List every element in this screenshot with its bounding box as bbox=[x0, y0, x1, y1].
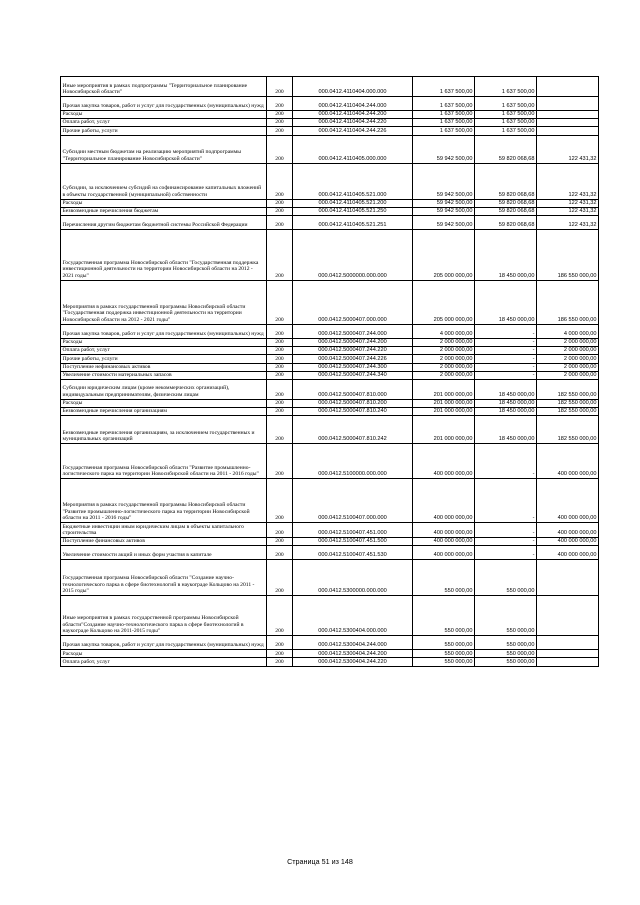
row-executed: 59 820 068,68 bbox=[475, 207, 537, 215]
table-row bbox=[61, 215, 599, 229]
row-executed: - bbox=[475, 338, 537, 346]
row-classification: 000.0412.5100407.000.000 bbox=[293, 479, 413, 523]
row-classification: 000.0412.5000407.244.000 bbox=[293, 324, 413, 338]
row-label: Поступление финансовых активов bbox=[61, 538, 267, 546]
row-code: 200 bbox=[267, 119, 293, 127]
row-classification: 000.0412.5100407.451.500 bbox=[293, 538, 413, 546]
table-row bbox=[61, 560, 599, 596]
table-row bbox=[61, 596, 599, 636]
row-planned: 205 000 000,00 bbox=[413, 229, 475, 280]
table-row bbox=[61, 408, 599, 416]
row-label: Государственная программа Новосибирской области "Создание научно-технологического парка в сфере биотехнологий в наукограде Кольцово на 2011 - 2015 годы" bbox=[61, 560, 267, 596]
table-row bbox=[61, 399, 599, 407]
row-code: 200 bbox=[267, 658, 293, 666]
row-planned: 1 637 500,00 bbox=[413, 127, 475, 135]
row-remaining: 182 550 000,00 bbox=[537, 399, 599, 407]
row-code: 200 bbox=[267, 479, 293, 523]
row-code: 200 bbox=[267, 324, 293, 338]
table-row bbox=[61, 199, 599, 207]
row-executed: - bbox=[475, 546, 537, 560]
table-row bbox=[61, 355, 599, 363]
row-label: Оплата работ, услуг bbox=[61, 658, 267, 666]
row-label: Мероприятия в рамках государственной программы Новосибирской области "Развитие промышленно-логистического парка на территории Новосибирской области на 2011 - 2016 годы" bbox=[61, 479, 267, 523]
row-planned: 2 000 000,00 bbox=[413, 371, 475, 379]
row-label: Безвозмездные перечисления организациям bbox=[61, 408, 267, 416]
row-code: 200 bbox=[267, 199, 293, 207]
table-row bbox=[61, 119, 599, 127]
row-executed: 18 450 000,00 bbox=[475, 379, 537, 399]
row-executed: - bbox=[475, 479, 537, 523]
row-planned: 2 000 000,00 bbox=[413, 363, 475, 371]
table-row bbox=[61, 207, 599, 215]
row-planned: 2 000 000,00 bbox=[413, 355, 475, 363]
row-code: 200 bbox=[267, 523, 293, 538]
row-code: 200 bbox=[267, 207, 293, 215]
table-row bbox=[61, 127, 599, 135]
row-label: Прочие работы, услуги bbox=[61, 127, 267, 135]
row-classification: 000.0412.5000407.810.200 bbox=[293, 399, 413, 407]
row-planned: 205 000 000,00 bbox=[413, 280, 475, 324]
row-code: 200 bbox=[267, 215, 293, 229]
row-label: Иные мероприятия в рамках государственной программы Новосибирской области"Создание научно-технологического парка в сфере биотехнологий в наукограде Кольцово на 2011-2015 годы" bbox=[61, 596, 267, 636]
row-label: Мероприятия в рамках государственной программы Новосибирской области "Государственная поддержка инвестиционной деятельности на территории Новосибирской области на 2012 - 2021 годы" bbox=[61, 280, 267, 324]
row-classification: 000.0412.5000000.000.000 bbox=[293, 229, 413, 280]
row-classification: 000.0412.5000407.244.200 bbox=[293, 338, 413, 346]
row-executed: 18 450 000,00 bbox=[475, 229, 537, 280]
row-code: 200 bbox=[267, 408, 293, 416]
row-remaining: 122 431,32 bbox=[537, 135, 599, 163]
row-classification: 000.0412.4110405.521.000 bbox=[293, 163, 413, 199]
row-label: Прочая закупка товаров, работ и услуг для государственных (муниципальных) нужд bbox=[61, 324, 267, 338]
row-planned: 400 000 000,00 bbox=[413, 444, 475, 479]
table-row bbox=[61, 479, 599, 523]
table-row bbox=[61, 163, 599, 199]
table-row bbox=[61, 363, 599, 371]
row-remaining: 182 550 000,00 bbox=[537, 379, 599, 399]
row-planned: 550 000,00 bbox=[413, 596, 475, 636]
row-code: 200 bbox=[267, 280, 293, 324]
row-label: Иные мероприятия в рамках подпрограммы "Территориальное планирование Новосибирской области" bbox=[61, 77, 267, 97]
row-classification: 000.0412.5000407.000.000 bbox=[293, 280, 413, 324]
row-classification: 000.0412.4110404.244.220 bbox=[293, 119, 413, 127]
table-row bbox=[61, 538, 599, 546]
row-remaining bbox=[537, 97, 599, 111]
table-row bbox=[61, 111, 599, 119]
row-executed: 59 820 068,68 bbox=[475, 135, 537, 163]
row-remaining bbox=[537, 596, 599, 636]
row-executed: 18 450 000,00 bbox=[475, 408, 537, 416]
table-row bbox=[61, 97, 599, 111]
row-code: 200 bbox=[267, 560, 293, 596]
table-row bbox=[61, 77, 599, 97]
table-row bbox=[61, 416, 599, 444]
row-code: 200 bbox=[267, 636, 293, 650]
row-executed: - bbox=[475, 355, 537, 363]
row-label: Безвозмездные перечисления бюджетам bbox=[61, 207, 267, 215]
row-planned: 2 000 000,00 bbox=[413, 347, 475, 355]
row-remaining bbox=[537, 119, 599, 127]
row-executed: 59 820 068,68 bbox=[475, 215, 537, 229]
row-classification: 000.0412.5000407.244.300 bbox=[293, 363, 413, 371]
table-row bbox=[61, 523, 599, 538]
row-classification: 000.0412.4110405.521.251 bbox=[293, 215, 413, 229]
row-executed: - bbox=[475, 324, 537, 338]
row-executed: - bbox=[475, 347, 537, 355]
table-row bbox=[61, 444, 599, 479]
row-planned: 59 942 500,00 bbox=[413, 199, 475, 207]
row-remaining: 400 000 000,00 bbox=[537, 546, 599, 560]
table-row bbox=[61, 379, 599, 399]
row-remaining: 400 000 000,00 bbox=[537, 523, 599, 538]
table-row bbox=[61, 347, 599, 355]
table-row bbox=[61, 229, 599, 280]
row-classification: 000.0412.4110404.244.226 bbox=[293, 127, 413, 135]
row-planned: 59 942 500,00 bbox=[413, 135, 475, 163]
row-remaining: 400 000 000,00 bbox=[537, 538, 599, 546]
row-code: 200 bbox=[267, 538, 293, 546]
row-code: 200 bbox=[267, 77, 293, 97]
row-label: Увеличение стоимости материальных запасов bbox=[61, 371, 267, 379]
row-executed: 1 637 500,00 bbox=[475, 119, 537, 127]
row-planned: 2 000 000,00 bbox=[413, 338, 475, 346]
row-planned: 400 000 000,00 bbox=[413, 546, 475, 560]
row-label: Субсидии, за исключением субсидий на софинансирование капитальных вложений в объекты государственной (муниципальной) собственности bbox=[61, 163, 267, 199]
row-code: 200 bbox=[267, 127, 293, 135]
row-remaining: 2 000 000,00 bbox=[537, 338, 599, 346]
row-code: 200 bbox=[267, 135, 293, 163]
row-remaining: 122 431,32 bbox=[537, 215, 599, 229]
row-executed: 18 450 000,00 bbox=[475, 416, 537, 444]
row-label: Прочие работы, услуги bbox=[61, 355, 267, 363]
row-code: 200 bbox=[267, 596, 293, 636]
row-label: Расходы bbox=[61, 199, 267, 207]
row-remaining: 2 000 000,00 bbox=[537, 371, 599, 379]
row-code: 200 bbox=[267, 338, 293, 346]
row-planned: 1 637 500,00 bbox=[413, 111, 475, 119]
row-classification: 000.0412.4110404.000.000 bbox=[293, 77, 413, 97]
row-label: Государственная программа Новосибирской области "Государственная поддержка инвестиционной деятельности на территории Новосибирской области на 2012 - 2021 годы" bbox=[61, 229, 267, 280]
page-number: Страница 51 из 148 bbox=[287, 857, 353, 866]
row-code: 200 bbox=[267, 650, 293, 658]
row-executed: 1 637 500,00 bbox=[475, 97, 537, 111]
row-planned: 201 000 000,00 bbox=[413, 399, 475, 407]
row-remaining bbox=[537, 127, 599, 135]
table-row bbox=[61, 338, 599, 346]
row-classification: 000.0412.5300000.000.000 bbox=[293, 560, 413, 596]
row-label: Оплата работ, услуг bbox=[61, 119, 267, 127]
row-planned: 201 000 000,00 bbox=[413, 379, 475, 399]
row-classification: 000.0412.5000407.810.000 bbox=[293, 379, 413, 399]
row-remaining: 186 550 000,00 bbox=[537, 280, 599, 324]
budget-table-body bbox=[61, 77, 599, 667]
row-code: 200 bbox=[267, 229, 293, 280]
table-row bbox=[61, 650, 599, 658]
row-remaining: 2 000 000,00 bbox=[537, 355, 599, 363]
row-executed: - bbox=[475, 371, 537, 379]
row-classification: 000.0412.5100407.451.530 bbox=[293, 546, 413, 560]
row-remaining: 182 550 000,00 bbox=[537, 408, 599, 416]
table-row bbox=[61, 371, 599, 379]
row-label: Субсидии юридическим лицам (кроме некоммерческих организаций), индивидуальным предпринимателям, физическим лицам bbox=[61, 379, 267, 399]
table-row bbox=[61, 658, 599, 666]
row-planned: 201 000 000,00 bbox=[413, 416, 475, 444]
row-executed: 550 000,00 bbox=[475, 636, 537, 650]
row-executed: 1 637 500,00 bbox=[475, 127, 537, 135]
row-executed: - bbox=[475, 444, 537, 479]
row-executed: 1 637 500,00 bbox=[475, 77, 537, 97]
row-code: 200 bbox=[267, 444, 293, 479]
row-label: Прочая закупка товаров, работ и услуг для государственных (муниципальных) нужд bbox=[61, 97, 267, 111]
row-code: 200 bbox=[267, 97, 293, 111]
row-planned: 550 000,00 bbox=[413, 658, 475, 666]
row-executed: 550 000,00 bbox=[475, 658, 537, 666]
row-executed: 59 820 068,68 bbox=[475, 163, 537, 199]
row-classification: 000.0412.5000407.810.240 bbox=[293, 408, 413, 416]
row-classification: 000.0412.4110405.521.200 bbox=[293, 199, 413, 207]
row-remaining: 4 000 000,00 bbox=[537, 324, 599, 338]
row-planned: 1 637 500,00 bbox=[413, 97, 475, 111]
row-executed: - bbox=[475, 523, 537, 538]
row-classification: 000.0412.5000407.244.220 bbox=[293, 347, 413, 355]
row-label: Прочая закупка товаров, работ и услуг для государственных (муниципальных) нужд bbox=[61, 636, 267, 650]
row-code: 200 bbox=[267, 355, 293, 363]
row-code: 200 bbox=[267, 371, 293, 379]
row-planned: 4 000 000,00 bbox=[413, 324, 475, 338]
row-remaining: 2 000 000,00 bbox=[537, 363, 599, 371]
row-classification: 000.0412.5000407.244.226 bbox=[293, 355, 413, 363]
row-executed: 18 450 000,00 bbox=[475, 399, 537, 407]
row-planned: 59 942 500,00 bbox=[413, 207, 475, 215]
row-classification: 000.0412.4110405.000.000 bbox=[293, 135, 413, 163]
row-classification: 000.0412.5300404.244.000 bbox=[293, 636, 413, 650]
row-classification: 000.0412.5300404.244.200 bbox=[293, 650, 413, 658]
row-executed: 18 450 000,00 bbox=[475, 280, 537, 324]
row-code: 200 bbox=[267, 416, 293, 444]
row-code: 200 bbox=[267, 111, 293, 119]
row-label: Поступление нефинансовых активов bbox=[61, 363, 267, 371]
row-planned: 550 000,00 bbox=[413, 636, 475, 650]
row-code: 200 bbox=[267, 163, 293, 199]
row-remaining bbox=[537, 650, 599, 658]
row-remaining bbox=[537, 111, 599, 119]
table-row bbox=[61, 324, 599, 338]
row-planned: 1 637 500,00 bbox=[413, 77, 475, 97]
row-classification: 000.0412.4110404.244.200 bbox=[293, 111, 413, 119]
row-executed: 550 000,00 bbox=[475, 596, 537, 636]
table-row bbox=[61, 135, 599, 163]
row-classification: 000.0412.4110405.521.250 bbox=[293, 207, 413, 215]
row-planned: 59 942 500,00 bbox=[413, 163, 475, 199]
row-remaining: 182 550 000,00 bbox=[537, 416, 599, 444]
table-row bbox=[61, 546, 599, 560]
row-planned: 59 942 500,00 bbox=[413, 215, 475, 229]
row-planned: 400 000 000,00 bbox=[413, 479, 475, 523]
row-remaining bbox=[537, 636, 599, 650]
row-classification: 000.0412.5300404.244.220 bbox=[293, 658, 413, 666]
row-code: 200 bbox=[267, 546, 293, 560]
row-planned: 201 000 000,00 bbox=[413, 408, 475, 416]
table-row bbox=[61, 636, 599, 650]
row-label: Субсидии местным бюджетам на реализацию мероприятий подпрограммы "Территориальное планирование Новосибирской области" bbox=[61, 135, 267, 163]
row-planned: 400 000 000,00 bbox=[413, 523, 475, 538]
row-label: Перечисления другим бюджетам бюджетной системы Российской Федерации bbox=[61, 215, 267, 229]
row-planned: 400 000 000,00 bbox=[413, 538, 475, 546]
row-remaining: 122 431,32 bbox=[537, 207, 599, 215]
row-classification: 000.0412.5000407.244.340 bbox=[293, 371, 413, 379]
row-executed: 59 820 068,68 bbox=[475, 199, 537, 207]
row-classification: 000.0412.4110404.244.000 bbox=[293, 97, 413, 111]
row-code: 200 bbox=[267, 399, 293, 407]
row-executed: 1 637 500,00 bbox=[475, 111, 537, 119]
row-label: Безвозмездные перечисления организациям, за исключением государственных и муниципальных организаций bbox=[61, 416, 267, 444]
row-remaining: 400 000 000,00 bbox=[537, 444, 599, 479]
row-label: Расходы bbox=[61, 111, 267, 119]
row-executed: - bbox=[475, 363, 537, 371]
row-code: 200 bbox=[267, 379, 293, 399]
row-classification: 000.0412.5100407.451.000 bbox=[293, 523, 413, 538]
row-classification: 000.0412.5100000.000.000 bbox=[293, 444, 413, 479]
row-label: Увеличение стоимости акций и иных форм участия в капитале bbox=[61, 546, 267, 560]
row-remaining: 2 000 000,00 bbox=[537, 347, 599, 355]
row-planned: 1 637 500,00 bbox=[413, 119, 475, 127]
row-label: Расходы bbox=[61, 399, 267, 407]
row-code: 200 bbox=[267, 347, 293, 355]
table-row bbox=[61, 280, 599, 324]
row-label: Расходы bbox=[61, 650, 267, 658]
row-executed: 550 000,00 bbox=[475, 650, 537, 658]
row-classification: 000.0412.5300404.000.000 bbox=[293, 596, 413, 636]
row-code: 200 bbox=[267, 363, 293, 371]
row-remaining bbox=[537, 560, 599, 596]
row-remaining bbox=[537, 77, 599, 97]
row-remaining: 400 000 000,00 bbox=[537, 479, 599, 523]
row-executed: - bbox=[475, 538, 537, 546]
row-executed: 550 000,00 bbox=[475, 560, 537, 596]
row-planned: 550 000,00 bbox=[413, 560, 475, 596]
row-remaining: 186 550 000,00 bbox=[537, 229, 599, 280]
row-label: Государственная программа Новосибирской области "Развитие промышленно-логистического парка на территории Новосибирской области на 2011 - 2016 годы" bbox=[61, 444, 267, 479]
row-planned: 550 000,00 bbox=[413, 650, 475, 658]
row-remaining: 122 431,32 bbox=[537, 199, 599, 207]
row-label: Бюджетные инвестиции иным юридическим лицам в объекты капитального строительства bbox=[61, 523, 267, 538]
budget-table bbox=[60, 76, 599, 667]
row-remaining: 122 431,32 bbox=[537, 163, 599, 199]
row-label: Расходы bbox=[61, 338, 267, 346]
row-classification: 000.0412.5000407.810.242 bbox=[293, 416, 413, 444]
row-remaining bbox=[537, 658, 599, 666]
row-label: Оплата работ, услуг bbox=[61, 347, 267, 355]
